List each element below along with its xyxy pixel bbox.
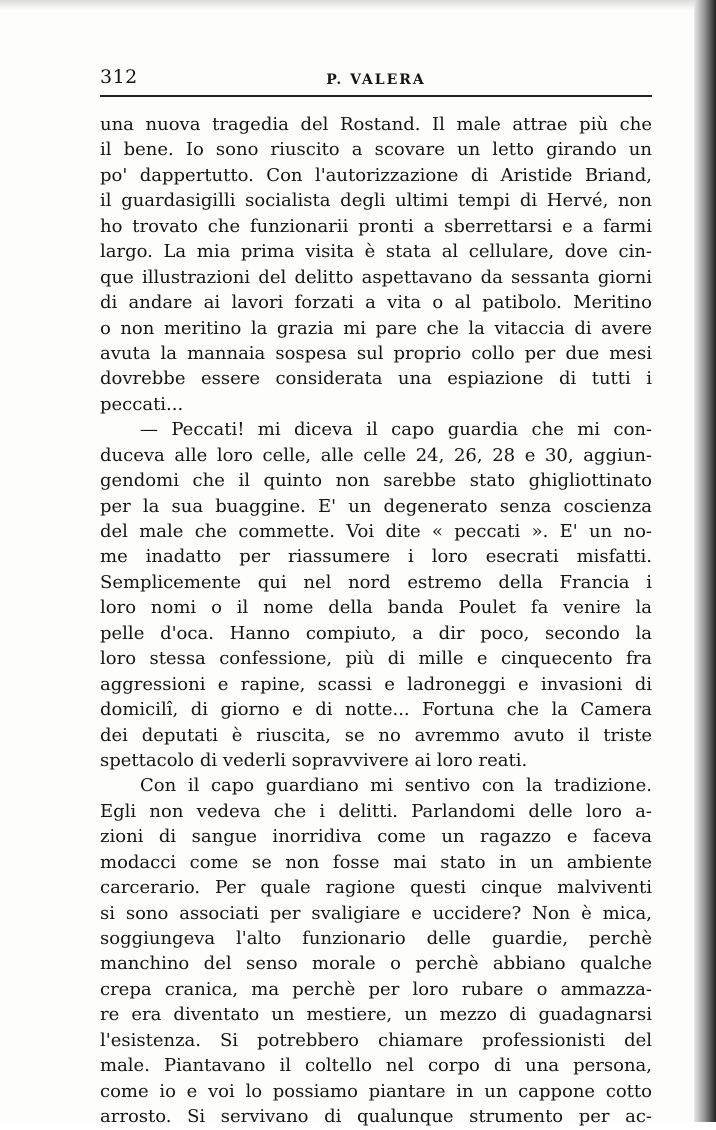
text-line: aggressioni e rapine, scassi e ladroneggi e invasioni di <box>100 673 652 695</box>
text-line: pelle d'oca. Hanno compiuto, a dir poco, secondo la <box>100 622 652 644</box>
text-line: duceva alle loro celle, alle celle 24, 26, 28 e 30, aggiun- <box>100 444 652 466</box>
page-number: 312 <box>100 66 138 88</box>
text-line: loro nomi o il nome della banda Poulet fa venire la <box>100 597 652 619</box>
text-line: spettacolo di vederli sopravvivere ai loro reati. <box>100 749 528 771</box>
text-line: modacci come se non fosse mai stato in un ambiente <box>100 851 652 873</box>
text-line: o non meritino la grazia mi pare che la vitaccia di avere <box>100 317 652 339</box>
text-line: dovrebbe essere considerata una espiazione di tutti i <box>100 368 652 390</box>
text-line: avuta la mannaia sospesa sul proprio collo per due mesi <box>100 342 652 364</box>
text-line: il bene. Io sono riuscito a scovare un letto girando un <box>100 139 652 161</box>
text-line: una nuova tragedia del Rostand. Il male attrae più che <box>100 114 652 135</box>
text-line: Egli non vedeva che i delitti. Parlandomi delle loro a- <box>100 800 652 822</box>
text-line: il guardasigilli socialista degli ultimi tempi di Hervé, non <box>100 190 652 212</box>
page-binding-shadow <box>694 0 716 1122</box>
text-line: per la sua buaggine. E' un degenerato senza coscienza <box>100 495 652 517</box>
text-line: gendomi che il quinto non sarebbe stato ghigliottinato <box>100 470 652 492</box>
text-line: si sono associati per svaligiare e uccidere? Non è mica, <box>100 902 652 924</box>
text-line: zioni di sangue inorridiva come un ragazzo e faceva <box>100 826 652 848</box>
text-line: crepa cranica, ma perchè per loro rubare o ammazza- <box>100 978 652 1000</box>
text-line: largo. La mia prima visita è stata al cellulare, dove cin- <box>100 241 652 263</box>
text-line: me inadatto per riassumere i loro esecrati misfatti. <box>100 546 652 568</box>
running-head: P. VALERA <box>326 72 426 88</box>
page-header <box>100 66 652 96</box>
text-line: loro stessa confessione, più di mille e cinquecento fra <box>100 648 652 670</box>
text-line: domicilî, di giorno e di notte... Fortuna che la Camera <box>100 699 652 721</box>
text-line: come io e voi lo possiamo piantare in un cappone cotto <box>100 1080 652 1102</box>
text-line: que illustrazioni del delitto aspettavano da sessanta giorni <box>100 266 652 288</box>
text-line: Con il capo guardiano mi sentivo con la tradizione. <box>140 775 652 797</box>
text-line: l'esistenza. Si potrebbero chiamare professionisti del <box>100 1029 652 1051</box>
text-line: carcerario. Per quale ragione questi cinque malviventi <box>100 877 652 899</box>
text-line: del male che commette. Voi dite « peccati ». E' un no- <box>100 521 652 542</box>
body-text <box>100 112 652 1130</box>
text-line: peccati... <box>100 393 184 415</box>
text-line: manchino del senso morale o perchè abbiano qualche <box>100 953 652 975</box>
header-rule <box>100 95 652 97</box>
text-line: Semplicemente qui nel nord estremo della Francia i <box>100 571 652 593</box>
text-line: re era diventato un mestiere, un mezzo di guadagnarsi <box>100 1004 652 1026</box>
text-line: — Peccati! mi diceva il capo guardia che mi con- <box>140 419 652 441</box>
text-line: arrosto. Si servivano di qualunque strumento per ac- <box>100 1106 652 1128</box>
page-top-shadow <box>0 0 716 10</box>
text-line: di andare ai lavori forzati a vita o al patibolo. Meritino <box>100 292 652 314</box>
text-line: male. Piantavano il coltello nel corpo di una persona, <box>100 1055 652 1077</box>
text-line: soggiungeva l'alto funzionario delle guardie, perchè <box>100 928 652 949</box>
text-line: ho trovato che funzionarii pronti a sberrettarsi e a farmi <box>100 215 652 237</box>
text-line: po' dappertutto. Con l'autorizzazione di Aristide Briand, <box>100 164 652 186</box>
text-line: dei deputati è riuscita, se no avremmo avuto il triste <box>100 724 652 746</box>
